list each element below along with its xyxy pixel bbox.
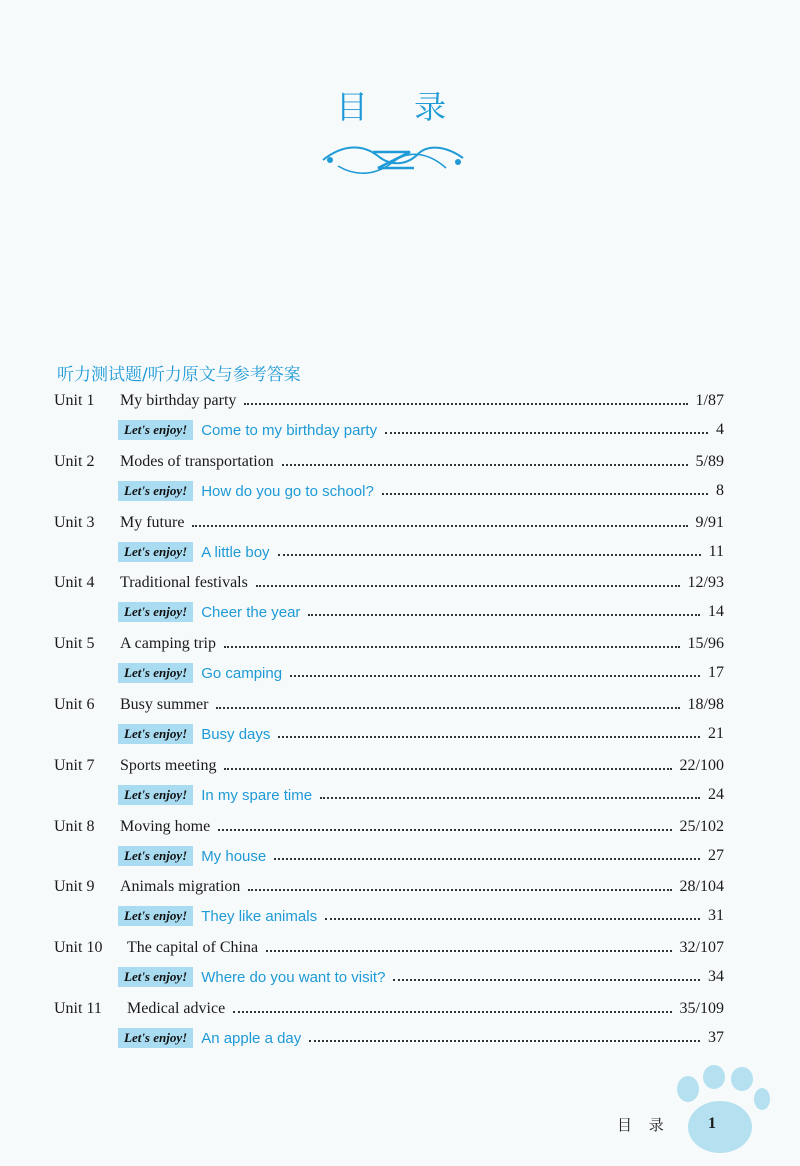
- dot-leader: [256, 585, 680, 587]
- unit-page-range: 25/102: [679, 818, 724, 835]
- unit-label: Unit 2: [54, 453, 95, 470]
- unit-title: My birthday party: [120, 392, 237, 409]
- enjoy-page: 17: [708, 664, 724, 681]
- toc-enjoy-row[interactable]: [118, 539, 724, 565]
- unit-page-range: 22/100: [679, 757, 724, 774]
- unit-label: Unit 10: [54, 939, 103, 956]
- toc-enjoy-row[interactable]: [118, 782, 724, 808]
- unit-label: Unit 8: [54, 818, 95, 835]
- enjoy-page: 27: [708, 847, 724, 864]
- toc-unit-row[interactable]: [54, 874, 724, 900]
- enjoy-title: A little boy: [201, 543, 270, 561]
- unit-label: Unit 7: [54, 757, 95, 774]
- enjoy-page: 37: [708, 1029, 724, 1046]
- unit-title: Medical advice: [127, 1000, 226, 1017]
- toc-enjoy-row[interactable]: [118, 964, 724, 990]
- toc-enjoy-row[interactable]: [118, 903, 724, 929]
- toc-enjoy-row[interactable]: [118, 599, 724, 625]
- lets-enjoy-badge: Let's enjoy!: [118, 846, 193, 866]
- toc-unit-row[interactable]: [54, 753, 724, 779]
- lets-enjoy-badge: Let's enjoy!: [118, 663, 193, 683]
- unit-title: Modes of transportation: [120, 453, 274, 470]
- dot-leader: [278, 736, 700, 738]
- lets-enjoy-badge: Let's enjoy!: [118, 1028, 193, 1048]
- unit-label: Unit 6: [54, 696, 95, 713]
- toc-unit-row[interactable]: [54, 449, 724, 475]
- unit-title: My future: [120, 514, 185, 531]
- unit-title: Animals migration: [120, 878, 241, 895]
- dot-leader: [248, 889, 671, 891]
- unit-label: Unit 3: [54, 514, 95, 531]
- unit-page-range: 1/87: [695, 392, 724, 409]
- dot-leader: [320, 797, 700, 799]
- toc-unit-row[interactable]: [54, 570, 724, 596]
- lets-enjoy-badge: Let's enjoy!: [118, 481, 193, 501]
- unit-label: Unit 9: [54, 878, 95, 895]
- unit-page-range: 5/89: [695, 453, 724, 470]
- enjoy-title: An apple a day: [201, 1029, 302, 1047]
- unit-page-range: 12/93: [687, 574, 724, 591]
- unit-label: Unit 4: [54, 574, 95, 591]
- enjoy-title: They like animals: [201, 907, 318, 925]
- paw-print-icon: [670, 1065, 770, 1155]
- unit-title: Busy summer: [120, 696, 209, 713]
- unit-label: Unit 1: [54, 392, 95, 409]
- dot-leader: [308, 614, 700, 616]
- enjoy-page: 4: [716, 421, 724, 438]
- toc-enjoy-row[interactable]: [118, 478, 724, 504]
- enjoy-page: 8: [716, 482, 724, 499]
- enjoy-page: 14: [708, 603, 724, 620]
- dot-leader: [233, 1011, 671, 1013]
- toc-enjoy-row[interactable]: [118, 417, 724, 443]
- toc-unit-row[interactable]: [54, 692, 724, 718]
- lets-enjoy-badge: Let's enjoy!: [118, 906, 193, 926]
- enjoy-title: How do you go to school?: [201, 482, 374, 500]
- dot-leader: [224, 646, 680, 648]
- toc-unit-row[interactable]: [54, 935, 724, 961]
- enjoy-title: Cheer the year: [201, 603, 301, 621]
- dot-leader: [192, 525, 687, 527]
- unit-label: Unit 5: [54, 635, 95, 652]
- page-number: 1: [708, 1115, 716, 1132]
- toc-unit-row[interactable]: [54, 510, 724, 536]
- toc-enjoy-row[interactable]: [118, 1025, 724, 1051]
- unit-title: Sports meeting: [120, 757, 217, 774]
- enjoy-title: Where do you want to visit?: [201, 968, 386, 986]
- lets-enjoy-badge: Let's enjoy!: [118, 420, 193, 440]
- lets-enjoy-badge: Let's enjoy!: [118, 724, 193, 744]
- dot-leader: [382, 493, 708, 495]
- dot-leader: [282, 464, 688, 466]
- toc-unit-row[interactable]: [54, 388, 724, 414]
- unit-page-range: 15/96: [687, 635, 724, 652]
- dot-leader: [309, 1040, 700, 1042]
- dot-leader: [224, 768, 671, 770]
- dot-leader: [385, 432, 708, 434]
- page-title: 目 录: [335, 88, 465, 126]
- footer-label: 目 录: [617, 1116, 670, 1134]
- enjoy-title: Busy days: [201, 725, 271, 743]
- dot-leader: [290, 675, 700, 677]
- dot-leader: [278, 554, 701, 556]
- dot-leader: [216, 707, 679, 709]
- enjoy-page: 24: [708, 786, 724, 803]
- unit-page-range: 35/109: [679, 1000, 724, 1017]
- toc-enjoy-row[interactable]: [118, 843, 724, 869]
- enjoy-page: 11: [708, 543, 724, 560]
- lets-enjoy-badge: Let's enjoy!: [118, 542, 193, 562]
- dot-leader: [393, 979, 700, 981]
- unit-page-range: 18/98: [687, 696, 724, 713]
- lets-enjoy-badge: Let's enjoy!: [118, 602, 193, 622]
- toc-unit-row[interactable]: [54, 814, 724, 840]
- enjoy-title: In my spare time: [201, 786, 313, 804]
- enjoy-page: 34: [708, 968, 724, 985]
- dot-leader: [218, 829, 671, 831]
- dot-leader: [274, 858, 700, 860]
- dot-leader: [266, 950, 671, 952]
- enjoy-title: My house: [201, 847, 267, 865]
- dot-leader: [325, 918, 700, 920]
- unit-page-range: 28/104: [679, 878, 724, 895]
- lets-enjoy-badge: Let's enjoy!: [118, 785, 193, 805]
- unit-title: The capital of China: [127, 939, 259, 956]
- unit-title: Traditional festivals: [120, 574, 248, 591]
- enjoy-page: 31: [708, 907, 724, 924]
- enjoy-title: Come to my birthday party: [201, 421, 378, 439]
- unit-page-range: 9/91: [695, 514, 724, 531]
- dot-leader: [244, 403, 687, 405]
- toc-unit-row[interactable]: [54, 996, 724, 1022]
- unit-label: Unit 11: [54, 1000, 102, 1017]
- toc-unit-row[interactable]: [54, 631, 724, 657]
- toc-enjoy-row[interactable]: [118, 721, 724, 747]
- enjoy-title: Go camping: [201, 664, 283, 682]
- lets-enjoy-badge: Let's enjoy!: [118, 967, 193, 987]
- section-heading: 听力测试题/听力原文与参考答案: [57, 365, 301, 385]
- unit-page-range: 32/107: [679, 939, 724, 956]
- toc-enjoy-row[interactable]: [118, 660, 724, 686]
- unit-title: Moving home: [120, 818, 211, 835]
- enjoy-page: 21: [708, 725, 724, 742]
- unit-title: A camping trip: [120, 635, 216, 652]
